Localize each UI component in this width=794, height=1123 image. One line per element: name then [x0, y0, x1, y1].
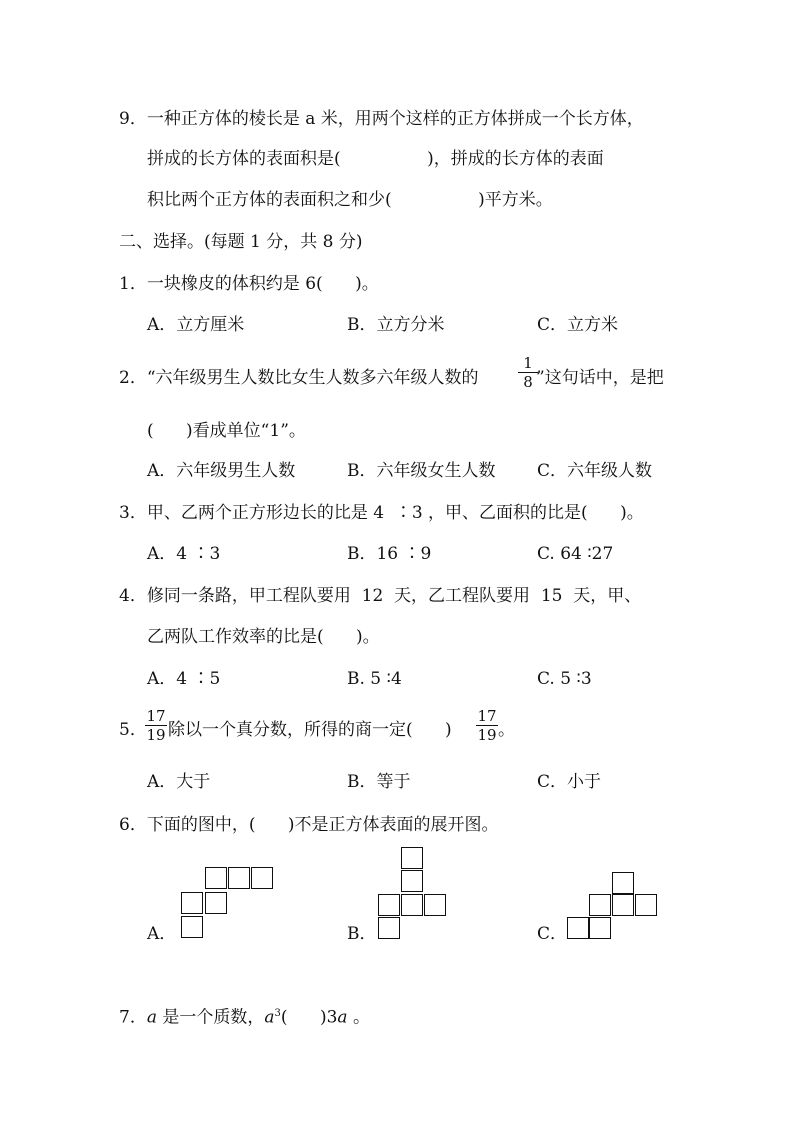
cube-net-b: [378, 847, 448, 941]
q2-frac-den: 8: [523, 373, 533, 391]
net-cell: [181, 916, 203, 938]
q5-frac2-num: 17: [477, 707, 497, 725]
net-cell: [205, 892, 227, 914]
q6-label-c: C．: [537, 924, 568, 944]
section-title: 二、选择。(每题 1 分，共 8 分): [119, 232, 363, 252]
q7-exponent: 3: [274, 1008, 281, 1019]
q5-frac2-den: 19: [477, 726, 497, 744]
net-cell: [589, 917, 611, 939]
q1-stem: 1．一块橡皮的体积约是 6( )。: [119, 274, 379, 294]
net-cell: [401, 894, 423, 916]
q2-option-c: C．六年级人数: [537, 461, 653, 481]
q7-paren: ( )3: [280, 1007, 338, 1028]
q7-var2: a: [264, 1007, 275, 1028]
q2-fraction: [518, 355, 538, 390]
q5-number: 5．: [119, 720, 147, 740]
q5-text-mid: 除以一个真分数，所得的商一定( ): [168, 720, 452, 740]
q5-option-a: A．大于: [147, 772, 211, 792]
q2-frac-num: 1: [523, 354, 533, 372]
net-cell: [378, 894, 400, 916]
q5-fraction-2: [476, 708, 498, 743]
net-cell: [401, 847, 423, 869]
q2-stem-b: ”这句话中，是把: [536, 368, 664, 388]
q5-text-end: 。: [498, 720, 515, 740]
q6-label-b: B．: [347, 924, 377, 944]
cube-net-c: [567, 872, 659, 942]
q7-stem: [119, 1003, 370, 1029]
net-cell: [378, 917, 400, 939]
q6-stem: 6．下面的图中，( )不是正方体表面的展开图。: [119, 815, 499, 835]
q5-frac1-num: 17: [146, 707, 166, 725]
q7-mid: 是一个质数，: [156, 1007, 265, 1028]
q5-fraction-1: [145, 708, 167, 743]
q6-label-a: A．: [147, 924, 177, 944]
q2-line2: ( )看成单位“1”。: [147, 421, 306, 441]
q1-option-a: A．立方厘米: [147, 315, 245, 335]
q9-line3: 积比两个正方体的表面积之和少( )平方米。: [147, 190, 553, 210]
q3-option-a: A．4 ∶3: [147, 544, 221, 564]
net-cell: [228, 867, 250, 889]
q7-var: a: [146, 1007, 157, 1028]
q2-option-b: B．六年级女生人数: [347, 461, 496, 481]
net-cell: [612, 872, 634, 894]
q2-option-a: A．六年级男生人数: [147, 461, 296, 481]
q5-option-b: B．等于: [347, 772, 411, 792]
net-cell: [589, 894, 611, 916]
net-cell: [424, 894, 446, 916]
cube-net-a: [181, 867, 277, 941]
q9-line2: 拼成的长方体的表面积是( )，拼成的长方体的表面: [147, 149, 604, 169]
net-cell: [612, 894, 634, 916]
q4-line2: 乙两队工作效率的比是( )。: [147, 627, 380, 647]
q5-option-c: C．小于: [537, 772, 602, 792]
net-cell: [401, 870, 423, 892]
q5-frac1-den: 19: [146, 726, 166, 744]
q3-option-c: C. 64 ∶27: [537, 544, 614, 564]
q7-prefix: 7．: [119, 1007, 147, 1028]
net-cell: [635, 894, 657, 916]
net-cell: [181, 892, 203, 914]
q2-stem-a: 2．“六年级男生人数比女生人数多六年级人数的: [119, 368, 479, 388]
q3-stem: 3．甲、乙两个正方形边长的比是 4 ∶3 ，甲、乙面积的比是( )。: [119, 503, 644, 523]
q1-option-b: B．立方分米: [347, 315, 445, 335]
q3-option-b: B．16 ∶9: [347, 544, 432, 564]
net-cell: [567, 917, 589, 939]
q4-line1: 4．修同一条路，甲工程队要用 12 天，乙工程队要用 15 天，甲、: [119, 586, 642, 606]
q1-option-c: C．立方米: [537, 315, 619, 335]
q9-line1: 9．一种正方体的棱长是 a 米，用两个这样的正方体拼成一个长方体，: [119, 109, 644, 129]
q4-option-a: A．4 ∶5: [147, 669, 221, 689]
q7-end: 。: [347, 1007, 370, 1028]
net-cell: [251, 867, 273, 889]
net-cell: [205, 867, 227, 889]
q4-option-b: B. 5 ∶4: [347, 669, 402, 689]
q4-option-c: C. 5 ∶3: [537, 669, 592, 689]
q7-var3: a: [337, 1007, 348, 1028]
